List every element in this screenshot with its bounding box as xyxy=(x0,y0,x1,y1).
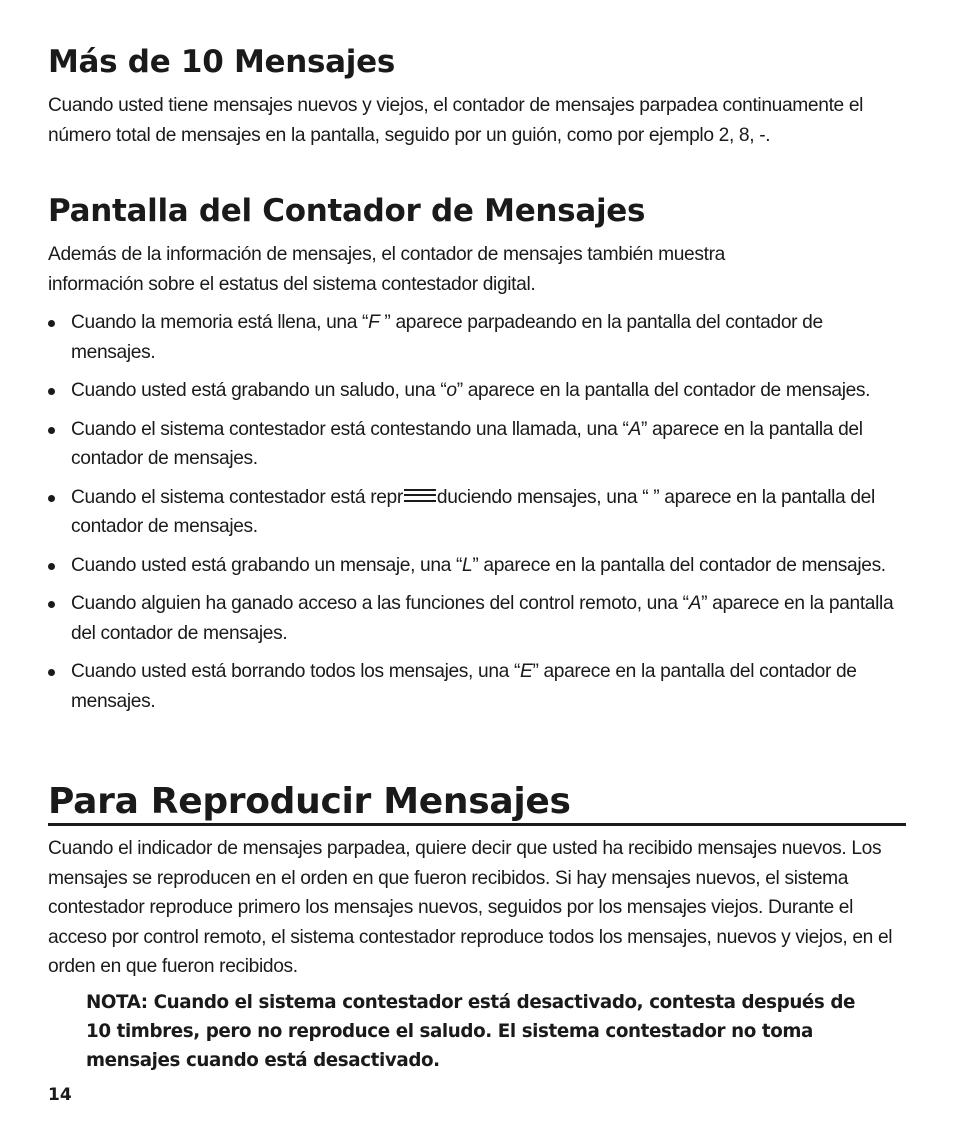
display-code: L xyxy=(462,554,473,576)
display-code: A xyxy=(688,593,702,614)
three-bar-segment-icon xyxy=(404,489,436,502)
bullet-icon xyxy=(48,320,55,327)
bullet-icon xyxy=(48,601,55,608)
bullet-icon xyxy=(48,563,55,570)
list-item: Cuando usted está grabando un mensaje, una “L” aparece en la pantalla del contador de mensajes. xyxy=(48,551,908,581)
status-bullet-list xyxy=(48,308,908,725)
display-code: F xyxy=(368,312,380,333)
paragraph-play-messages: Cuando el indicador de mensajes parpadea, quiere decir que usted ha recibido mensajes nuevos. Los mensajes se reproducen en el orden en que fueron recibidos. Si hay mensajes nuevos, el sistema contestador reproduce primero los mensajes nuevos, seguidos por los mensajes viejos. Durante el acceso por control remoto, el sistema contestador reproduce todos los mensajes, nuevos y viejos, en el orden en que fueron recibidos. xyxy=(48,838,893,977)
paragraph-message-counter-display: Además de la información de mensajes, el contador de mensajes también muestra información sobre el estatus del sistema contestador digital. xyxy=(48,244,725,295)
display-code: E xyxy=(520,661,533,682)
list-item: Cuando la memoria está llena, una “F ” aparece parpadeando en la pantalla del contador de mensajes. xyxy=(48,308,908,367)
heading-more-than-10-messages: Más de 10 Mensajes xyxy=(48,44,395,80)
heading-message-counter-display: Pantalla del Contador de Mensajes xyxy=(48,193,646,229)
heading-underline-divider xyxy=(48,823,906,826)
list-item: Cuando alguien ha ganado acceso a las funciones del control remoto, una “A” aparece en la pantalla del contador de mensajes. xyxy=(48,589,908,648)
page-number: 14 xyxy=(48,1085,72,1105)
bullet-icon xyxy=(48,388,55,395)
heading-play-messages: Para Reproducir Mensajes xyxy=(48,781,571,822)
display-code: o xyxy=(446,380,457,401)
display-code: A xyxy=(628,418,641,440)
bullet-icon xyxy=(48,495,55,502)
list-item: Cuando el sistema contestador está repr duciendo mensajes, una “ ” aparece en la pantalla del contador de mensajes. xyxy=(48,483,908,542)
bullet-icon xyxy=(48,427,55,434)
list-item: Cuando usted está grabando un saludo, una “o” aparece en la pantalla del contador de mensajes. xyxy=(48,376,908,406)
note-paragraph: NOTA: Cuando el sistema contestador está desactivado, contesta después de 10 timbres, pero no reproduce el saludo. El sistema contestador no toma mensajes cuando está desactivado. xyxy=(86,992,856,1071)
list-item: Cuando el sistema contestador está contestando una llamada, una “A” aparece en la pantalla del contador de mensajes. xyxy=(48,415,908,474)
bullet-icon xyxy=(48,669,55,676)
paragraph-more-than-10-messages: Cuando usted tiene mensajes nuevos y viejos, el contador de mensajes parpadea continuamente el número total de mensajes en la pantalla, seguido por un guión, como por ejemplo 2, 8, -. xyxy=(48,95,864,146)
list-item: Cuando usted está borrando todos los mensajes, una “E” aparece en la pantalla del contador de mensajes. xyxy=(48,657,908,716)
